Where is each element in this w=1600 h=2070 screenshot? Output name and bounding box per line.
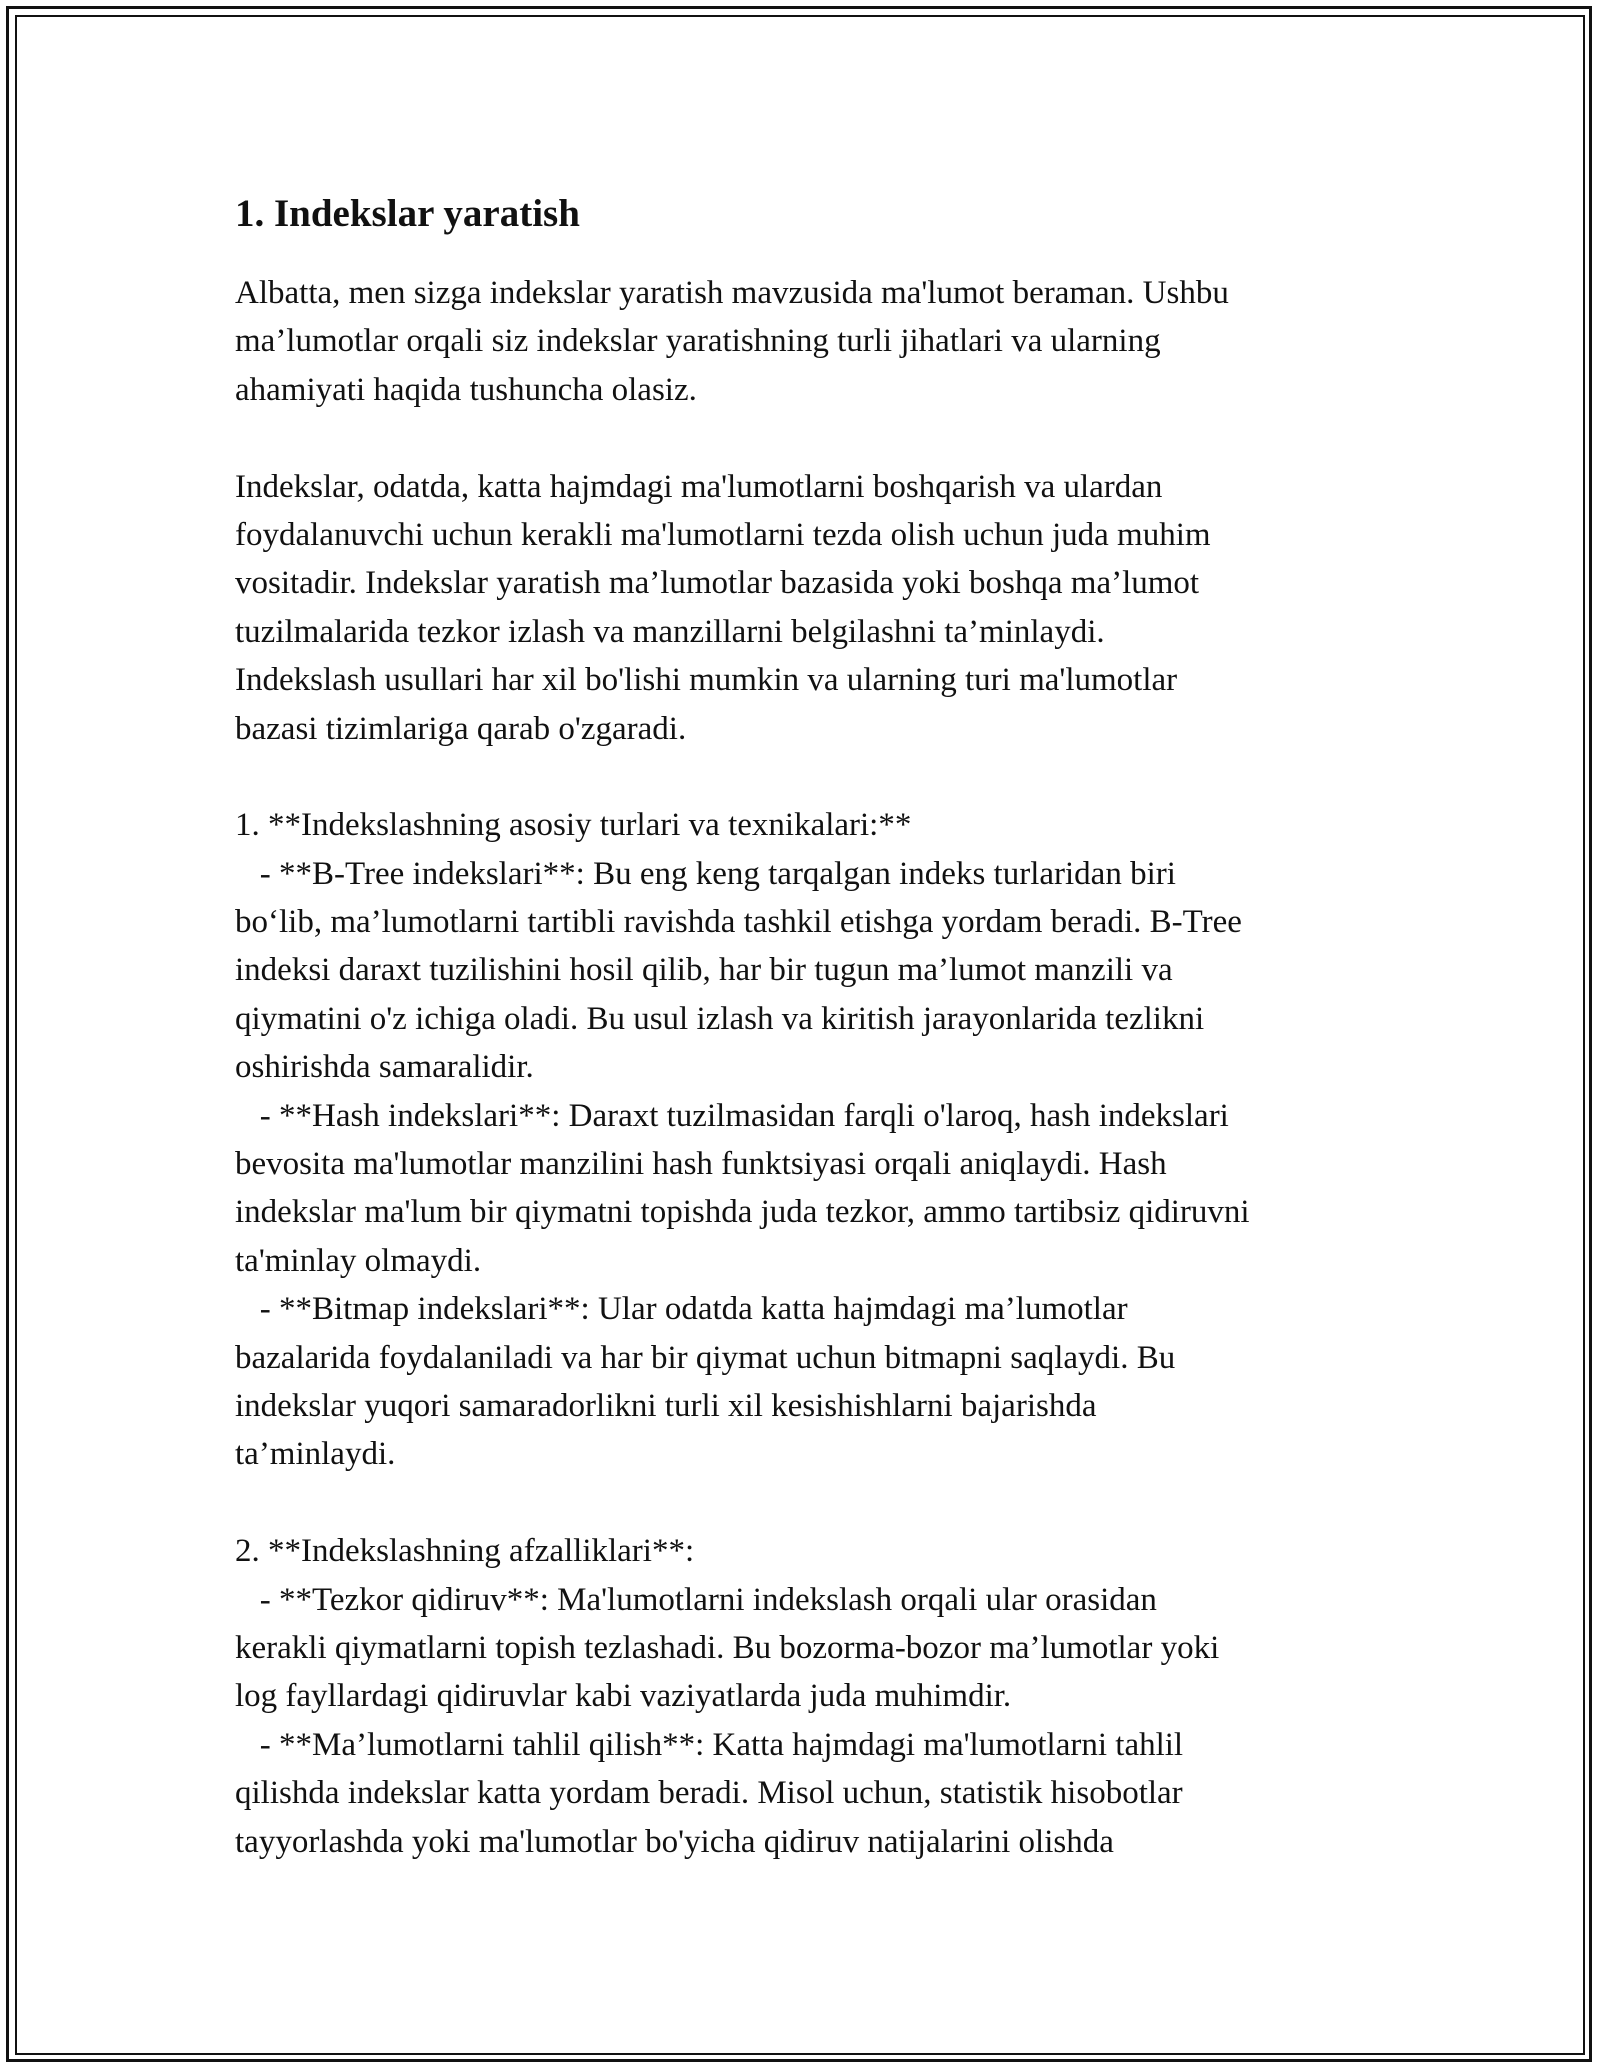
- text-line: tayyorlashda yoki ma'lumotlar bo'yicha qidiruv natijalarini olishda: [235, 1823, 1114, 1860]
- paragraph: [235, 1527, 1375, 1866]
- text-line: oshirishda samaralidir.: [235, 1049, 534, 1086]
- document-body: [235, 185, 1375, 1866]
- text-line: indeksi daraxt tuzilishini hosil qilib, har bir tugun ma’lumot manzili va: [235, 952, 1173, 989]
- text-line: Indekslar, odatda, katta hajmdagi ma'lumotlarni boshqarish va ulardan: [235, 468, 1163, 505]
- text-line: ta'minlay olmaydi.: [235, 1242, 482, 1279]
- text-line: qiymatini o'z ichiga oladi. Bu usul izlash va kiritish jarayonlarida tezlikni: [235, 1000, 1205, 1037]
- text-line: indekslar ma'lum bir qiymatni topishda juda tezkor, ammo tartibsiz qidiruvni: [235, 1194, 1250, 1231]
- text-line: bevosita ma'lumotlar manzilini hash funktsiyasi orqali aniqlaydi. Hash: [235, 1146, 1167, 1183]
- text-line: - **B-Tree indekslari**: Bu eng keng tarqalgan indeks turlaridan biri: [235, 855, 1176, 892]
- paragraph-container: [235, 269, 1375, 1866]
- text-line: ahamiyati haqida tushuncha olasiz.: [235, 371, 697, 408]
- paragraph-gap: [235, 753, 1375, 801]
- text-line: qilishda indekslar katta yordam beradi. Misol uchun, statistik hisobotlar: [235, 1775, 1183, 1812]
- paragraph-gap: [235, 1479, 1375, 1527]
- text-line: - **Ma’lumotlarni tahlil qilish**: Katta hajmdagi ma'lumotlarni tahlil: [235, 1726, 1184, 1763]
- text-line: log fayllardagi qidiruvlar kabi vaziyatlarda juda muhimdir.: [235, 1678, 1012, 1715]
- document-title: 1. Indekslar yaratish: [235, 192, 580, 235]
- text-line: indekslar yuqori samaradorlikni turli xil kesishishlarni bajarishda: [235, 1387, 1097, 1424]
- text-line: bo‘lib, ma’lumotlarni tartibli ravishda tashkil etishga yordam beradi. B-Tree: [235, 904, 1242, 941]
- text-line: bazalarida foydalaniladi va har bir qiymat uchun bitmapni saqlaydi. Bu: [235, 1339, 1176, 1376]
- text-line: - **Tezkor qidiruv**: Ma'lumotlarni indekslash orqali ular orasidan: [235, 1581, 1157, 1618]
- paragraph: [235, 463, 1375, 753]
- text-line: ta’minlaydi.: [235, 1436, 396, 1473]
- paragraph: [235, 269, 1375, 414]
- text-line: - **Hash indekslari**: Daraxt tuzilmasidan farqli o'laroq, hash indekslari: [235, 1097, 1229, 1134]
- text-line: kerakli qiymatlarni topish tezlashadi. Bu bozorma-bozor ma’lumotlar yoki: [235, 1629, 1220, 1666]
- text-line: Indekslash usullari har xil bo'lishi mumkin va ularning turi ma'lumotlar: [235, 662, 1178, 699]
- text-line: ma’lumotlar orqali siz indekslar yaratishning turli jihatlari va ularning: [235, 323, 1161, 360]
- text-line: vositadir. Indekslar yaratish ma’lumotlar bazasida yoki boshqa ma’lumot: [235, 565, 1200, 602]
- text-line: Albatta, men sizga indekslar yaratish mavzusida ma'lumot beraman. Ushbu: [235, 275, 1229, 311]
- paragraph-gap: [235, 414, 1375, 462]
- text-line: 1. **Indekslashning asosiy turlari va texnikalari:**: [235, 807, 912, 844]
- paragraph: [235, 801, 1375, 1478]
- text-line: 2. **Indekslashning afzalliklari**:: [235, 1533, 695, 1570]
- text-line: - **Bitmap indekslari**: Ular odatda katta hajmdagi ma’lumotlar: [235, 1291, 1128, 1328]
- text-line: bazasi tizimlariga qarab o'zgaradi.: [235, 710, 687, 747]
- text-line: tuzilmalarida tezkor izlash va manzillarni belgilashni ta’minlaydi.: [235, 613, 1105, 650]
- text-line: foydalanuvchi uchun kerakli ma'lumotlarni tezda olish uchun juda muhim: [235, 516, 1211, 553]
